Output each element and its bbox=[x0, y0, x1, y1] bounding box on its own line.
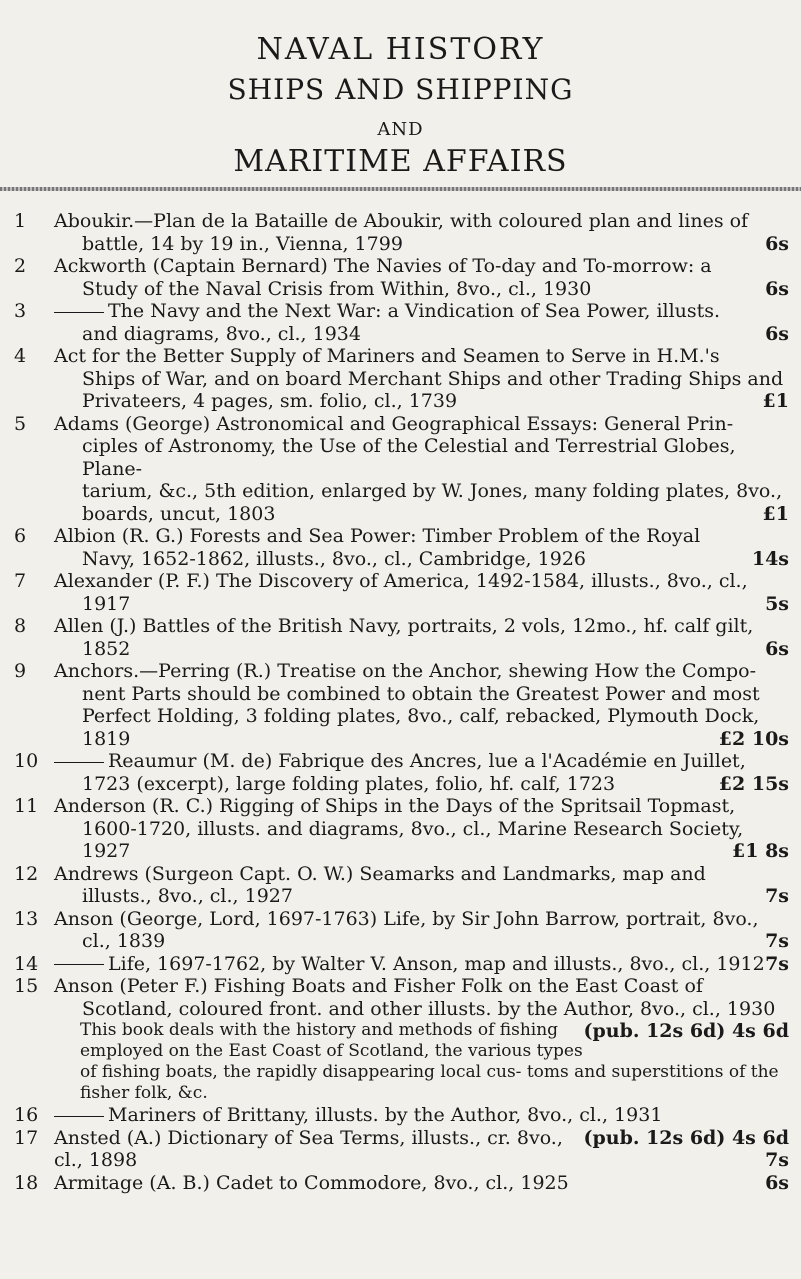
catalogue-entry bbox=[0, 345, 801, 413]
section-subtitle: SHIPS AND SHIPPING bbox=[227, 73, 574, 106]
entry-text-line: Ackworth (Captain Bernard) The Navies of To-day and To-morrow: a bbox=[54, 255, 712, 277]
entry-number: 17 bbox=[14, 1126, 39, 1149]
entry-number: 13 bbox=[14, 907, 39, 930]
entry-number: 7 bbox=[14, 570, 27, 592]
ditto-dash bbox=[54, 964, 104, 965]
entry-text-line: Albion (R. G.) Forests and Sea Power: Timber Problem of the Royal bbox=[54, 525, 701, 547]
entry-text-line: tarium, &c., 5th edition, enlarged by W. Jones, many folding plates, 8vo., bbox=[82, 480, 783, 502]
catalogue-entry bbox=[0, 660, 801, 750]
entry-price: £1 bbox=[762, 390, 789, 412]
ditto-dash bbox=[54, 312, 104, 313]
catalogue-entry bbox=[0, 953, 801, 976]
entry-text-line: Ansted (A.) Dictionary of Sea Terms, illusts., cr. 8vo., cl., 1898 7s bbox=[54, 1126, 789, 1171]
entry-price: 7s bbox=[765, 930, 789, 952]
entry-text-line: nent Parts should be combined to obtain the Greatest Power and most bbox=[82, 682, 760, 705]
entry-text-line: ciples of Astronomy, the Use of the Celestial and Terrestrial Globes, Plane- bbox=[82, 435, 736, 480]
section-title: NAVAL HISTORY bbox=[256, 32, 545, 67]
section-conjunction: AND bbox=[377, 119, 424, 140]
entry-price: 7s bbox=[765, 952, 789, 975]
entry-price: 6s bbox=[765, 1171, 789, 1194]
entry-text-line: battle, 14 by 19 in., Vienna, 1799 6s bbox=[82, 232, 789, 255]
entry-number: 4 bbox=[14, 345, 27, 367]
entry-price: 7s bbox=[765, 1149, 789, 1171]
entry-text-line: 1917 5s bbox=[82, 592, 789, 615]
entry-price: (pub. 12s 6d) 4s 6d bbox=[583, 1126, 789, 1149]
entry-text-line: Allen (J.) Battles of the British Navy, portraits, 2 vols, 12mo., hf. calf gilt, bbox=[54, 615, 754, 637]
catalogue-entry bbox=[0, 908, 801, 953]
catalogue-entry bbox=[0, 615, 801, 660]
entry-text-line: Andrews (Surgeon Capt. O. W.) Seamarks and Landmarks, map and bbox=[54, 862, 706, 885]
entry-text-line: Alexander (P. F.) The Discovery of America, 1492-1584, illusts., 8vo., cl., bbox=[54, 570, 748, 592]
catalogue-entry bbox=[0, 570, 801, 615]
entry-number: 12 bbox=[14, 862, 39, 885]
decorative-rule bbox=[0, 187, 801, 191]
entry-note: This book deals with the history and methods of fishing employed on the East Coast of Scotland, the various types of fishing boats, the rapidly disappearing local cus- toms and superstitions of the fisher folk, &c. bbox=[80, 1020, 779, 1103]
entry-price: £1 bbox=[762, 502, 789, 525]
entry-number: 9 bbox=[14, 660, 27, 682]
entry-price: 14s bbox=[751, 547, 789, 570]
entry-text-line: Adams (George) Astronomical and Geographical Essays: General Prin- bbox=[54, 412, 734, 435]
catalogue-entry bbox=[0, 210, 801, 255]
ditto-dash bbox=[54, 1116, 104, 1117]
catalogue-entry bbox=[0, 795, 801, 863]
entry-number: 5 bbox=[14, 412, 27, 435]
entry-text-line: Act for the Better Supply of Mariners and Seamen to Serve in H.M.'s bbox=[54, 345, 720, 367]
entry-text-line: Armitage (A. B.) Cadet to Commodore, 8vo., cl., 1925 6s bbox=[54, 1171, 789, 1194]
entry-text-line: Study of the Naval Crisis from Within, 8vo., cl., 1930 6s bbox=[82, 277, 789, 300]
entry-text-line: Anson (Peter F.) Fishing Boats and Fisher Folk on the East Coast of bbox=[54, 975, 703, 997]
section-subtitle-2: MARITIME AFFAIRS bbox=[233, 144, 568, 179]
entry-text-line: Privateers, 4 pages, sm. folio, cl., 1739 £1 bbox=[82, 390, 789, 412]
entry-price: £2 10s bbox=[718, 727, 789, 750]
entry-text-line: The Navy and the Next War: a Vindication of Sea Power, illusts. bbox=[54, 300, 789, 323]
catalogue-entry bbox=[0, 413, 801, 526]
catalogue-entries bbox=[0, 210, 801, 1194]
entry-text-line: illusts., 8vo., cl., 1927 7s bbox=[82, 885, 789, 907]
entry-text-line: Ships of War, and on board Merchant Ships and other Trading Ships and bbox=[82, 367, 784, 390]
entry-number: 11 bbox=[14, 795, 39, 817]
catalogue-entry bbox=[0, 750, 801, 795]
entry-text-line: Aboukir.—Plan de la Bataille de Aboukir, with coloured plan and lines of bbox=[54, 210, 749, 232]
entry-price: £2 15s bbox=[718, 772, 789, 795]
entry-number: 8 bbox=[14, 615, 27, 637]
entry-text-line: 1852 6s bbox=[82, 637, 789, 660]
entry-price: £1 8s bbox=[732, 840, 789, 862]
entry-text-line: boards, uncut, 1803 £1 bbox=[82, 502, 789, 525]
catalogue-entry bbox=[0, 863, 801, 908]
catalogue-entry bbox=[0, 1127, 801, 1172]
entry-text-line: and diagrams, 8vo., cl., 1934 6s bbox=[82, 322, 789, 345]
catalogue-entry bbox=[0, 975, 801, 1104]
entry-text-line: Navy, 1652-1862, illusts., 8vo., cl., Cambridge, 1926 14s bbox=[82, 547, 789, 570]
ditto-dash bbox=[54, 762, 104, 763]
entry-price: 6s bbox=[765, 277, 789, 300]
entry-text-line: 1723 (excerpt), large folding plates, folio, hf. calf, 1723 £2 15s bbox=[82, 772, 789, 795]
entry-number: 3 bbox=[14, 300, 27, 322]
entry-number: 2 bbox=[14, 255, 27, 277]
entry-text-line: Perfect Holding, 3 folding plates, 8vo., calf, rebacked, Plymouth Dock, 1819 £2 10s bbox=[82, 705, 789, 750]
entry-number: 15 bbox=[14, 975, 39, 997]
entry-number: 6 bbox=[14, 525, 27, 547]
entry-text-line: Scotland, coloured front. and other illusts. by the Author, 8vo., cl., 1930 (pub. 12s 6d) 4s 6d bbox=[82, 997, 789, 1042]
entry-number: 16 bbox=[14, 1104, 39, 1126]
entry-price: (pub. 12s 6d) 4s 6d bbox=[583, 1020, 789, 1042]
entry-price: 5s bbox=[765, 592, 789, 615]
entry-text-line: Anson (George, Lord, 1697-1763) Life, by Sir John Barrow, portrait, 8vo., bbox=[54, 907, 759, 930]
entry-text-line: Reaumur (M. de) Fabrique des Ancres, lue a l'Académie en Juillet, bbox=[54, 750, 789, 773]
catalogue-entry bbox=[0, 525, 801, 570]
entry-price: 6s bbox=[765, 637, 789, 660]
catalogue-entry bbox=[0, 1172, 801, 1195]
entry-number: 10 bbox=[14, 750, 39, 772]
entry-number: 14 bbox=[14, 952, 39, 975]
entry-price: 6s bbox=[765, 322, 789, 345]
entry-text-line: cl., 1839 7s bbox=[82, 930, 789, 952]
entry-text-line: Mariners of Brittany, illusts. by the Author, 8vo., cl., 1931 (pub. 12s 6d) 4s 6d bbox=[54, 1104, 789, 1127]
catalogue-entry bbox=[0, 255, 801, 300]
entry-text-line: Anderson (R. C.) Rigging of Ships in the Days of the Spritsail Topmast, bbox=[54, 795, 736, 817]
entry-price: 6s bbox=[765, 232, 789, 255]
entry-price: 7s bbox=[765, 885, 789, 907]
entry-text-line: Life, 1697-1762, by Walter V. Anson, map and illusts., 8vo., cl., 1912 7s bbox=[54, 953, 789, 976]
entry-number: 1 bbox=[14, 210, 27, 232]
entry-text-line: 1600-1720, illusts. and diagrams, 8vo., cl., Marine Research Society, 1927 £1 8s bbox=[82, 817, 789, 862]
catalogue-entry bbox=[0, 300, 801, 345]
entry-text-line: Anchors.—Perring (R.) Treatise on the Anchor, shewing How the Compo- bbox=[54, 660, 756, 682]
entry-number: 18 bbox=[14, 1171, 39, 1194]
